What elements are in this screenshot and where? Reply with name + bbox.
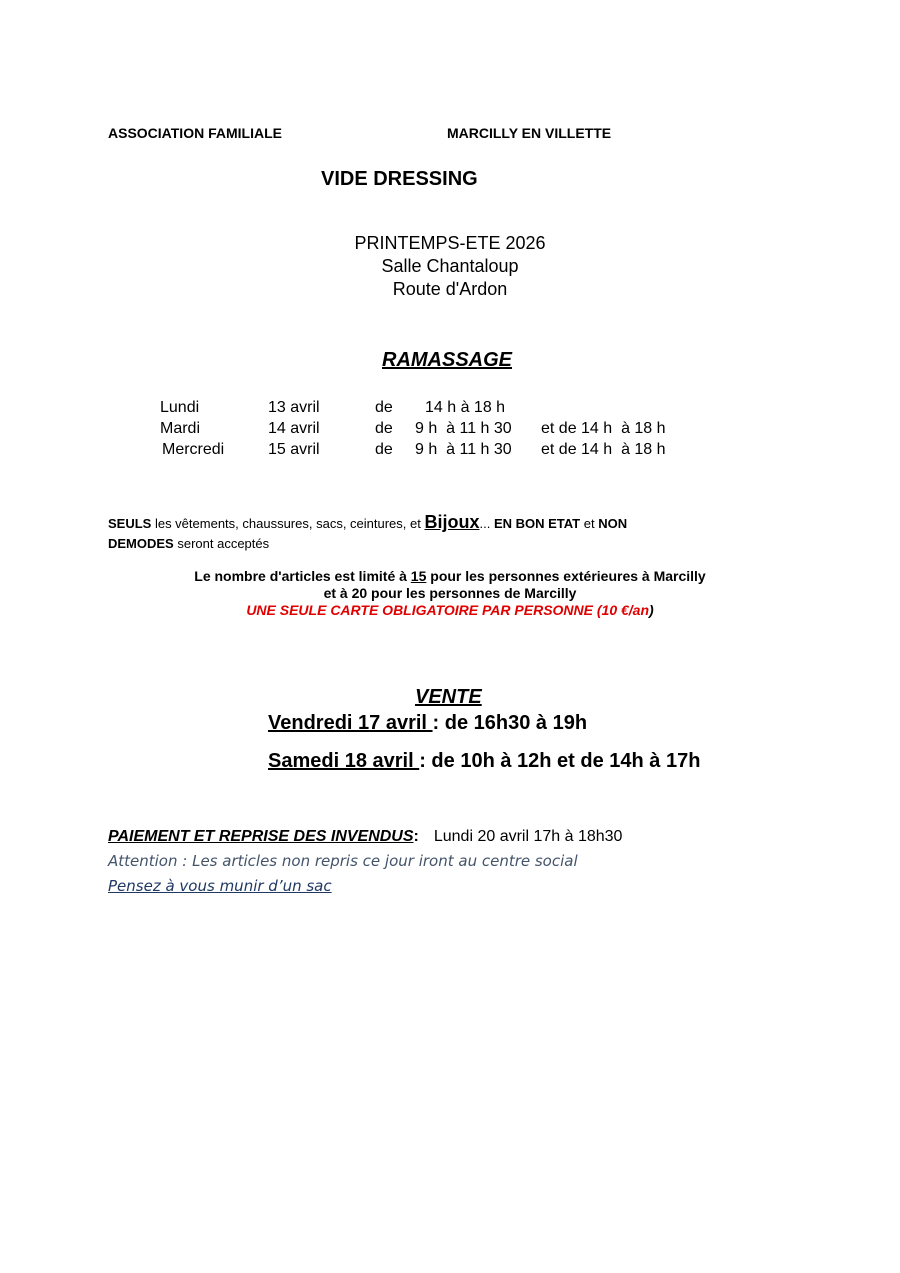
- sale-day: Samedi 18 avril: [268, 750, 420, 772]
- seuls-label: SEULS: [108, 516, 152, 531]
- bijoux-label: Bijoux: [424, 512, 480, 532]
- paiement-line: [108, 828, 622, 846]
- schedule-morning: 9 h à 11 h 30: [415, 420, 512, 437]
- non-label: NON: [598, 516, 628, 531]
- conditions-text: [108, 512, 748, 554]
- schedule-day: Mardi: [160, 420, 201, 437]
- vente-heading: VENTE: [415, 686, 482, 708]
- limit-text-a: Le nombre d'articles est limité à: [194, 568, 411, 584]
- page-title: VIDE DRESSING: [321, 168, 478, 190]
- event-info: [300, 232, 600, 301]
- schedule-de: de: [375, 441, 393, 458]
- card-close: ): [649, 602, 654, 618]
- schedule-afternoon: et de 14 h à 18 h: [541, 441, 666, 458]
- attention-note: Attention : Les articles non repris ce jour iront au centre social: [108, 852, 578, 870]
- bag-reminder: Pensez à vous munir d’un sac: [108, 877, 332, 895]
- schedule-de: de: [375, 399, 393, 416]
- limit-text-b: pour les personnes extérieures à Marcilly: [426, 568, 706, 584]
- schedule-date: 15 avril: [268, 441, 320, 458]
- limit-line-2: et à 20 pour les personnes de Marcilly: [323, 585, 577, 601]
- event-hall: Salle Chantaloup: [381, 256, 519, 276]
- ramassage-heading: RAMASSAGE: [382, 349, 513, 371]
- card-required: UNE SEULE CARTE OBLIGATOIRE PAR PERSONNE (10 €/an: [246, 602, 650, 618]
- bon-etat-label: EN BON ETAT: [493, 516, 581, 531]
- schedule-morning: 9 h à 11 h 30: [415, 441, 512, 458]
- association-name: ASSOCIATION FAMILIALE: [108, 125, 282, 141]
- sale-row: [268, 712, 587, 735]
- acceptes-text: seront acceptés: [173, 536, 270, 551]
- schedule-day: Lundi: [160, 399, 200, 416]
- et-text: et: [580, 516, 599, 531]
- sale-hours: : de 10h à 12h et de 14h à 17h: [419, 750, 701, 772]
- schedule-morning: 14 h à 18 h: [425, 399, 506, 416]
- schedule-de: de: [375, 420, 393, 437]
- demodes-label: DEMODES: [108, 536, 174, 551]
- paiement-label: PAIEMENT ET REPRISE DES INVENDUS: [108, 828, 414, 845]
- items-text: les vêtements, chaussures, sacs, ceintures, et: [151, 516, 425, 531]
- article-limit: [150, 568, 750, 619]
- schedule-date: 13 avril: [268, 399, 320, 416]
- sale-day: Vendredi 17 avril: [268, 712, 433, 734]
- event-road: Route d'Ardon: [392, 279, 508, 299]
- schedule-date: 14 avril: [268, 420, 320, 437]
- limit-line-3: [150, 602, 750, 619]
- paiement-colon: :: [413, 828, 419, 845]
- paiement-value: Lundi 20 avril 17h à 18h30: [433, 828, 623, 845]
- schedule-afternoon: et de 14 h à 18 h: [541, 420, 666, 437]
- event-season: PRINTEMPS-ETE 2026: [354, 233, 546, 253]
- limit-line-1: [150, 568, 750, 585]
- town-name: MARCILLY EN VILLETTE: [447, 125, 612, 141]
- sale-hours: : de 16h30 à 19h: [432, 712, 588, 734]
- dots-text: ...: [479, 516, 494, 531]
- schedule-day: Mercredi: [162, 441, 225, 458]
- limit-number: 15: [410, 568, 427, 584]
- sale-row: [268, 750, 700, 773]
